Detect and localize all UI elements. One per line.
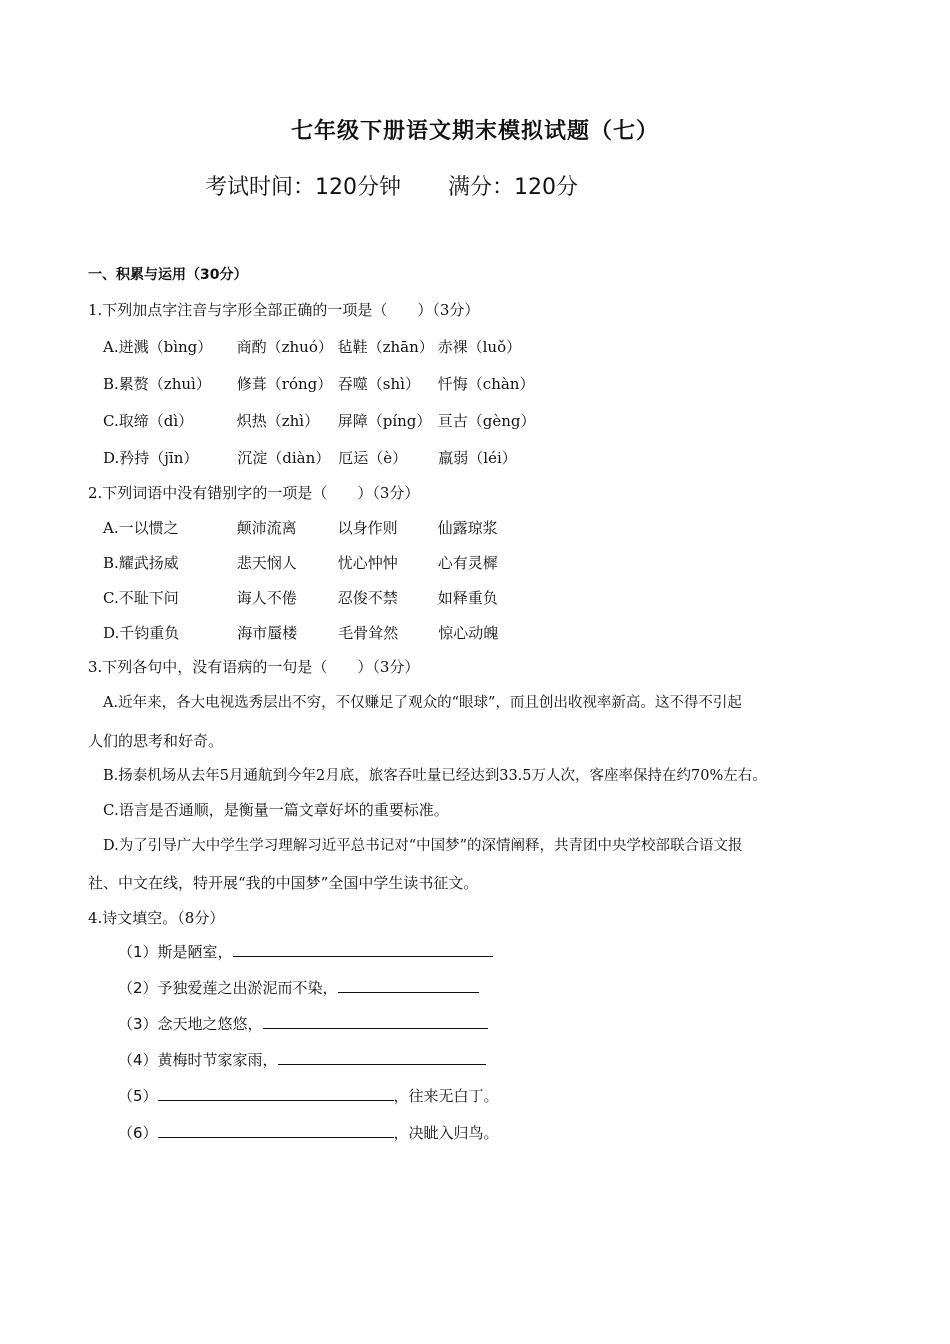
- q2-option-c: C.不耻下问 诲人不倦 忍俊不禁 如释重负: [103, 589, 498, 607]
- section-heading: 一、积累与运用（30分）: [88, 267, 248, 283]
- q3-option-a-line2: 人们的思考和好奇。: [88, 732, 224, 750]
- answer-blank[interactable]: [263, 1014, 488, 1029]
- q1-option-a: A.迸溅（bìng） 商酌（zhuó） 毡鞋（zhān） 赤裸（luǒ）: [103, 338, 522, 356]
- question-2-stem: 2.下列词语中没有错别字的一项是（ ）（3分）: [88, 484, 420, 502]
- question-4-stem: 4.诗文填空。（8分）: [88, 909, 225, 927]
- q3-option-d-line2: 社、中文在线，特开展“我的中国梦”全国中学生读书征文。: [88, 874, 479, 892]
- q4-item-3: （3）念天地之悠悠，: [118, 1013, 488, 1034]
- q1-option-d: D.矜持（jīn） 沉淀（diàn） 厄运（è） 羸弱（léi）: [103, 449, 517, 467]
- q3-option-c: C.语言是否通顺，是衡量一篇文章好坏的重要标准。: [103, 801, 449, 819]
- answer-blank[interactable]: [278, 1050, 486, 1065]
- exam-info: [205, 170, 578, 201]
- q3-option-d-line1: D.为了引导广大中学生学习理解习近平总书记对“中国梦”的深情阐释，共青团中央学校部联合语文报: [103, 838, 743, 854]
- exam-time: 考试时间：120分钟: [205, 175, 401, 200]
- q3-option-a-line1: A.近年来，各大电视选秀层出不穷，不仅赚足了观众的“眼球”，而且创出收视率新高。这不得不引起: [103, 695, 742, 711]
- full-score: 满分：120分: [448, 175, 578, 200]
- q1-option-c: C.取缔（dì） 炽热（zhì） 屏障（píng） 亘古（gèng）: [103, 412, 536, 430]
- q2-option-a: A.一以惯之 颠沛流离 以身作则 仙露琼浆: [103, 519, 498, 537]
- q2-option-b: B.耀武扬威 悲天悯人 忧心忡忡 心有灵樨: [103, 554, 498, 572]
- q3-option-b: B.扬泰机场从去年5月通航到今年2月底，旅客吞吐量已经达到33.5万人次，客座率保持在约70%左右。: [103, 768, 767, 784]
- q4-item-1: （1）斯是陋室，: [118, 941, 493, 962]
- answer-blank[interactable]: [233, 942, 493, 957]
- answer-blank[interactable]: [158, 1123, 394, 1138]
- answer-blank[interactable]: [338, 978, 479, 993]
- q4-item-5: （5） ，往来无白丁。: [118, 1087, 499, 1105]
- q4-item-2: （2）予独爱莲之出淤泥而不染，: [118, 977, 479, 998]
- question-1-stem: 1.下列加点字注音与字形全部正确的一项是（ ）（3分）: [88, 301, 480, 319]
- q4-item-6: （6） ，决眦入归鸟。: [118, 1124, 499, 1142]
- q1-option-b: B.累赘（zhuì） 修葺（róng） 吞噬（shì） 忏悔（chàn）: [103, 375, 535, 393]
- answer-blank[interactable]: [158, 1086, 394, 1101]
- question-3-stem: 3.下列各句中，没有语病的一句是（ ）（3分）: [88, 658, 420, 676]
- q2-option-d: D.千钧重负 海市蜃楼 毛骨耸然 惊心动魄: [103, 624, 499, 642]
- page-title: 七年级下册语文期末模拟试题（七）: [290, 119, 659, 144]
- q4-item-4: （4）黄梅时节家家雨，: [118, 1049, 486, 1070]
